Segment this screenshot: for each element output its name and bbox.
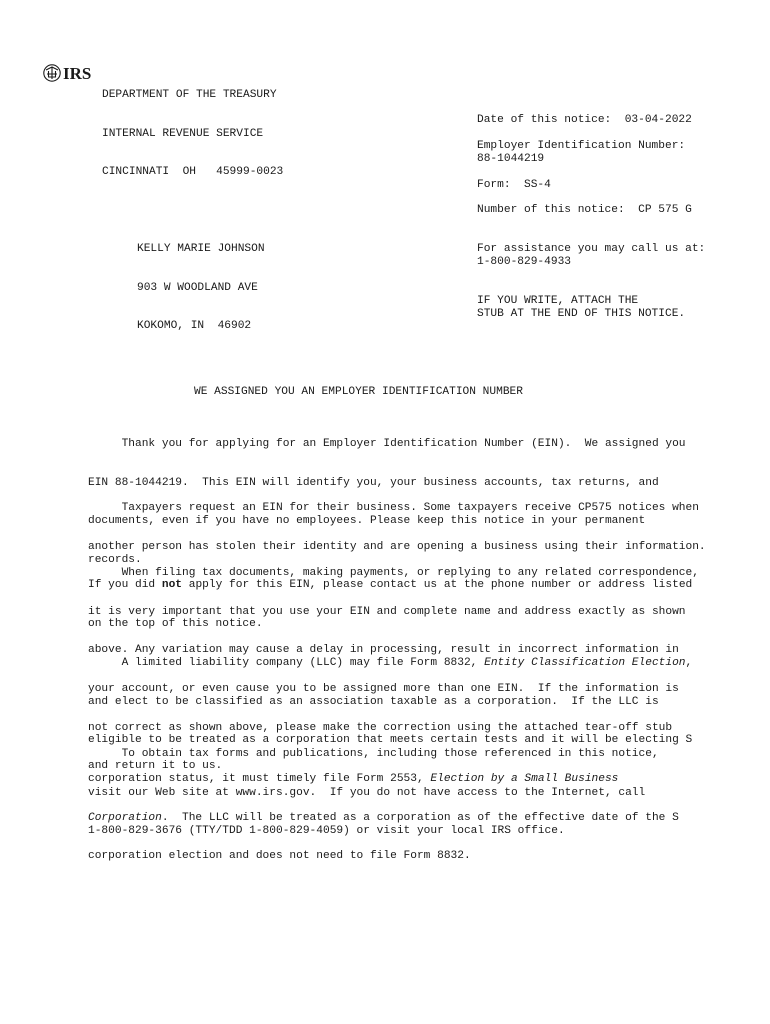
text-run: ,	[685, 656, 693, 669]
text-line: When filing tax documents, making payments, or replying to any related correspondence,	[88, 566, 699, 579]
text-line: not correct as shown above, please make the correction using the attached tear-off stub	[88, 721, 673, 734]
emphasis-not: not	[161, 579, 183, 592]
text-run: If you did	[88, 579, 162, 592]
text-line: another person has stolen their identity and are opening a business using their information.	[88, 540, 706, 553]
text-line: Taxpayers request an EIN for their business. Some taxpayers receive CP575 notices when	[88, 501, 699, 514]
ein-label: Employer Identification Number:	[477, 140, 686, 152]
addressee-street: 903 W WOODLAND AVE	[137, 281, 258, 294]
text-run: apply for this EIN, please contact us at the phone number or address listed	[182, 579, 693, 592]
text-line: Thank you for applying for an Employer Identification Number (EIN). We assigned you	[88, 437, 686, 450]
addressee-name: KELLY MARIE JOHNSON	[137, 242, 265, 255]
form-title-italic: Corporation	[88, 811, 162, 824]
text-line: on the top of this notice.	[88, 617, 263, 630]
text-line: and elect to be classified as an association taxable as a corporation. If the LLC is	[88, 695, 659, 708]
agency-line: CINCINNATI OH 45999-0023	[102, 166, 284, 179]
text-line: and return it to us.	[88, 760, 223, 773]
text-line: To obtain tax forms and publications, including those referenced in this notice,	[88, 747, 659, 760]
text-line: visit our Web site at www.irs.gov. If you do not have access to the Internet, call	[88, 786, 646, 799]
text-line: eligible to be treated as a corporation that meets certain tests and it will be electing S	[88, 734, 693, 747]
irs-logo	[42, 63, 100, 83]
agency-line: DEPARTMENT OF THE TREASURY	[102, 88, 277, 101]
assistance-label: For assistance you may call us at:	[477, 243, 706, 255]
text-line: it is very important that you use your EIN and complete name and address exactly as shown	[88, 605, 686, 618]
form-type: Form: SS-4	[477, 179, 551, 191]
write-instruction-line: STUB AT THE END OF THIS NOTICE.	[477, 308, 686, 320]
text-line	[88, 657, 748, 670]
notice-number: Number of this notice: CP 575 G	[477, 204, 692, 216]
text-line: above. Any variation may cause a delay in processing, result in incorrect information in	[88, 644, 679, 657]
agency-address	[102, 63, 283, 192]
text-line: 1-800-829-3676 (TTY/TDD 1-800-829-4059) or visit your local IRS office.	[88, 825, 565, 838]
text-line: EIN 88-1044219. This EIN will identify you, your business accounts, tax returns, and	[88, 476, 659, 489]
notice-date: Date of this notice: 03-04-2022	[477, 114, 692, 126]
svg-text:IRS: IRS	[63, 64, 92, 83]
text-line: your account, or even cause you to be assigned more than one EIN. If the information is	[88, 682, 679, 695]
ein-value: 88-1044219	[477, 153, 545, 165]
write-instruction-line: IF YOU WRITE, ATTACH THE	[477, 295, 639, 307]
addressee-block	[137, 217, 265, 346]
agency-line: INTERNAL REVENUE SERVICE	[102, 127, 264, 140]
text-line: records.	[88, 553, 142, 566]
paragraph-tax-forms	[88, 722, 748, 851]
form-title-italic: Election by a Small Business	[430, 772, 619, 785]
text-line: corporation election and does not need to file Form 8832.	[88, 850, 471, 863]
text-run: . The LLC will be treated as a corporation as of the effective date of the S	[161, 811, 679, 824]
assistance-phone: 1-800-829-4933	[477, 256, 571, 268]
form-title-italic: Entity Classification Election	[484, 656, 686, 669]
text-run: corporation status, it must timely file Form 2553,	[88, 772, 431, 785]
text-line: documents, even if you have no employees. Please keep this notice in your permanent	[88, 515, 646, 528]
addressee-city: KOKOMO, IN 46902	[137, 320, 252, 333]
text-run: A limited liability company (LLC) may file Form 8832,	[88, 656, 485, 669]
notice-heading: WE ASSIGNED YOU AN EMPLOYER IDENTIFICATION NUMBER	[194, 386, 523, 398]
